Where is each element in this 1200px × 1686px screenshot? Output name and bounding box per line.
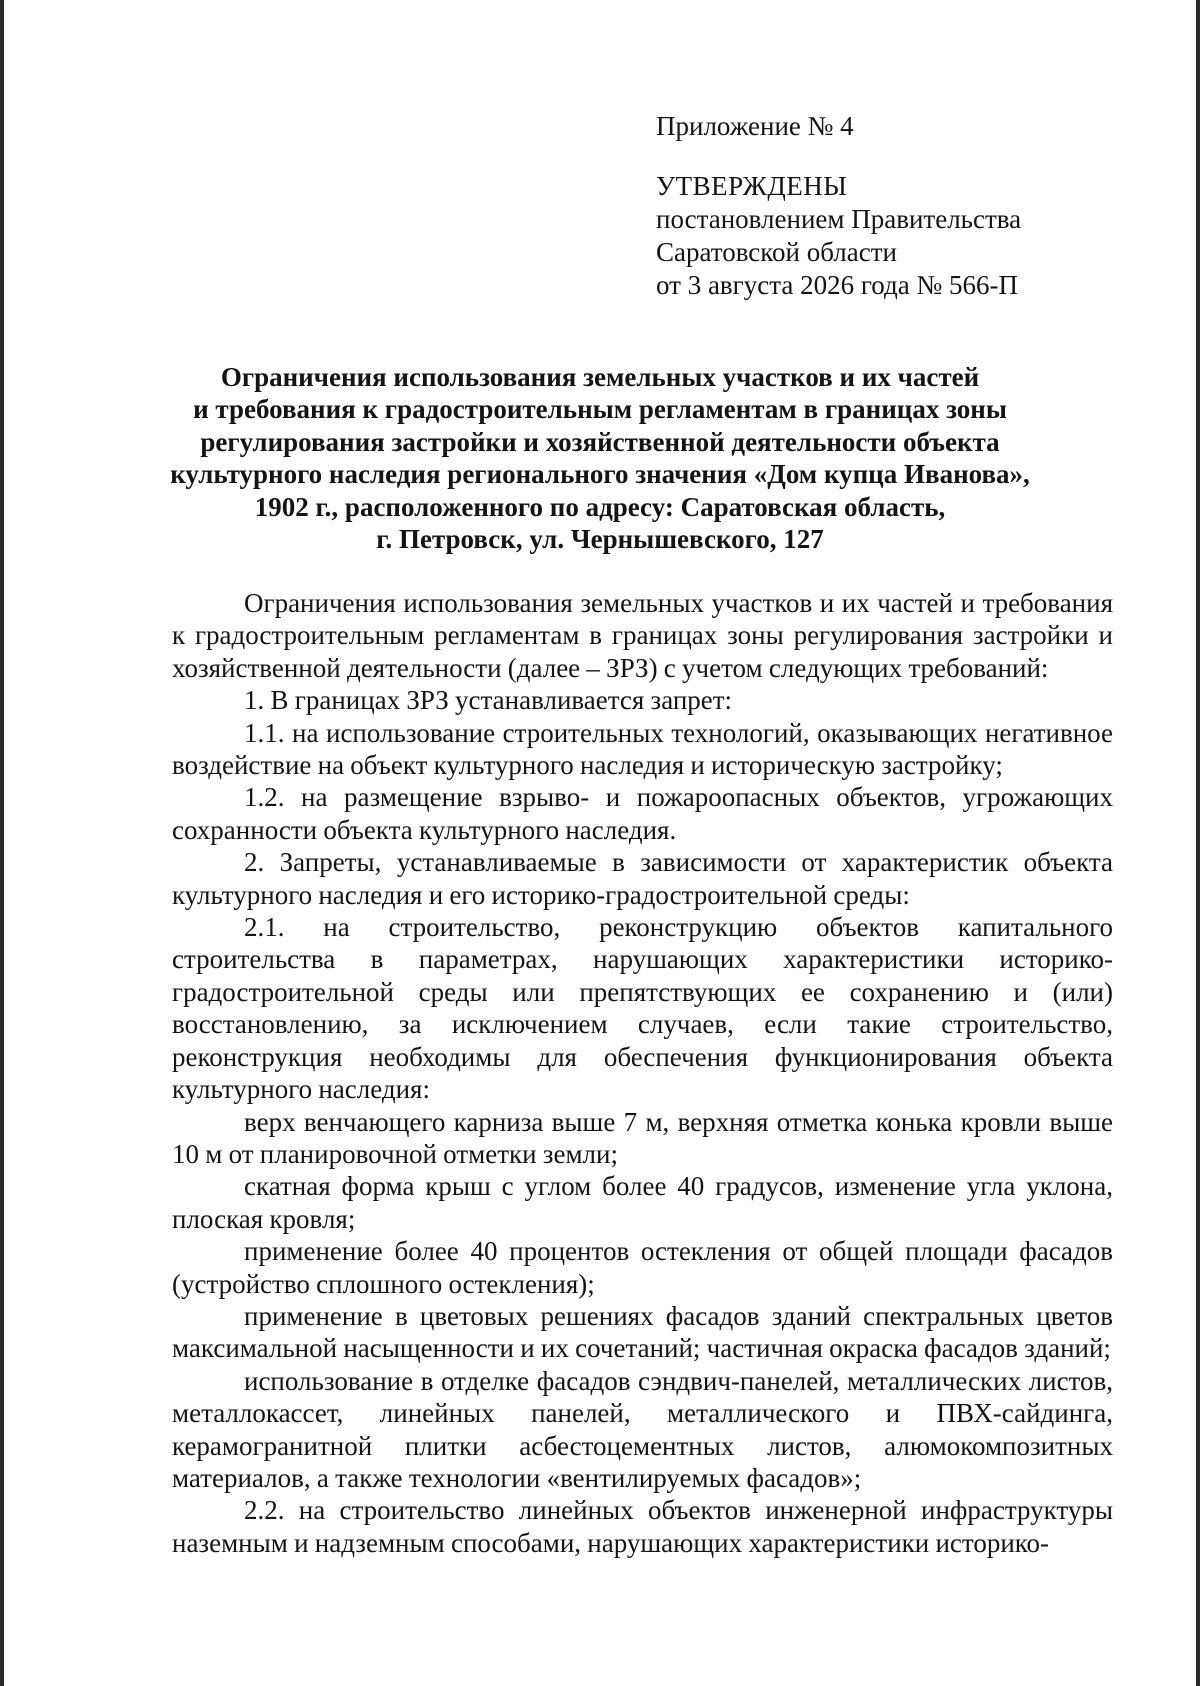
approval-line: Саратовской области: [656, 237, 897, 267]
intro-paragraph: Ограничения использования земельных участков и их частей и требования к градостроительным регламентам в границах зоны регулирования застройки и хозяйственной деятельности (далее – ЗРЗ) с учетом следующих требований:: [172, 588, 1113, 683]
clause-1-2: 1.2. на размещение взрыво- и пожароопасных объектов, угрожающих сохранности объекта культурного наследия.: [172, 782, 1113, 845]
scan-edge-left: [0, 0, 4, 1686]
clause-1: 1. В границах ЗРЗ устанавливается запрет:: [244, 685, 733, 716]
approval-block: [656, 110, 1176, 302]
clause-1-1: 1.1. на использование строительных технологий, оказывающих негативное воздействие на объект культурного наследия и историческую застройку;: [172, 717, 1113, 781]
clause-2-2: 2.2. на строительство линейных объектов инженерной инфраструктуры наземным и надземным способами, нарушающих характеристики историко-: [172, 1495, 1113, 1558]
restriction-item: скатная форма крыш с углом более 40 градусов, изменение угла уклона, плоская кровля;: [172, 1171, 1113, 1234]
title-line: г. Петровск, ул. Чернышевского, 127: [376, 524, 824, 555]
title-line: Ограничения использования земельных участков и их частей: [220, 362, 980, 392]
appendix-number: Приложение № 4: [656, 111, 854, 141]
scan-edge-right: [1196, 0, 1200, 1686]
approval-line: постановлением Правительства: [656, 204, 1022, 234]
restriction-item: верх венчающего карниза выше 7 м, верхняя отметка конька кровли выше 10 м от планировочной отметки земли;: [172, 1106, 1113, 1169]
restriction-item: применение более 40 процентов остекления от общей площади фасадов (устройство сплошного остекления);: [172, 1236, 1113, 1299]
approved-heading: УТВЕРЖДЕНЫ: [656, 171, 848, 201]
title-line: регулирования застройки и хозяйственной деятельности объекта: [200, 426, 1000, 457]
clause-2-1: 2.1. на строительство, реконструкцию объектов капитального строительства в параметрах, нарушающих характеристики историко-градостроительной среды или препятствующих ее сохранению и (или) восстановлению, за исключением случаев, если такие строительство, реконструкция необходимы для обеспечения функционирования объекта культурного наследия:: [172, 912, 1113, 1105]
title-line: культурного наследия регионального значения «Дом купца Иванова»,: [170, 459, 1030, 490]
clause-2: 2. Запреты, устанавливаемые в зависимости от характеристик объекта культурного наследия и его историко-градостроительной среды:: [172, 847, 1113, 910]
title-line: и требования к градостроительным регламентам в границах зоны: [193, 394, 1007, 425]
document-body: [172, 587, 1113, 1559]
approval-line: от 3 августа 2026 года № 566-П: [656, 270, 1018, 300]
document-title: [150, 361, 1050, 555]
restriction-item: использование в отделке фасадов сэндвич-панелей, металлических листов, металлокассет, линейных панелей, металлического и ПВХ-сайдинга, керамогранитной плитки асбестоцементных листов, алюмокомпозитных материалов, а также технологии «вентилируемых фасадов»;: [172, 1365, 1113, 1493]
title-line: 1902 г., расположенного по адресу: Саратовская область,: [254, 491, 946, 522]
restriction-item: применение в цветовых решениях фасадов зданий спектральных цветов максимальной насыщенности и их сочетаний; частичная окраска фасадов зданий;: [172, 1300, 1113, 1364]
